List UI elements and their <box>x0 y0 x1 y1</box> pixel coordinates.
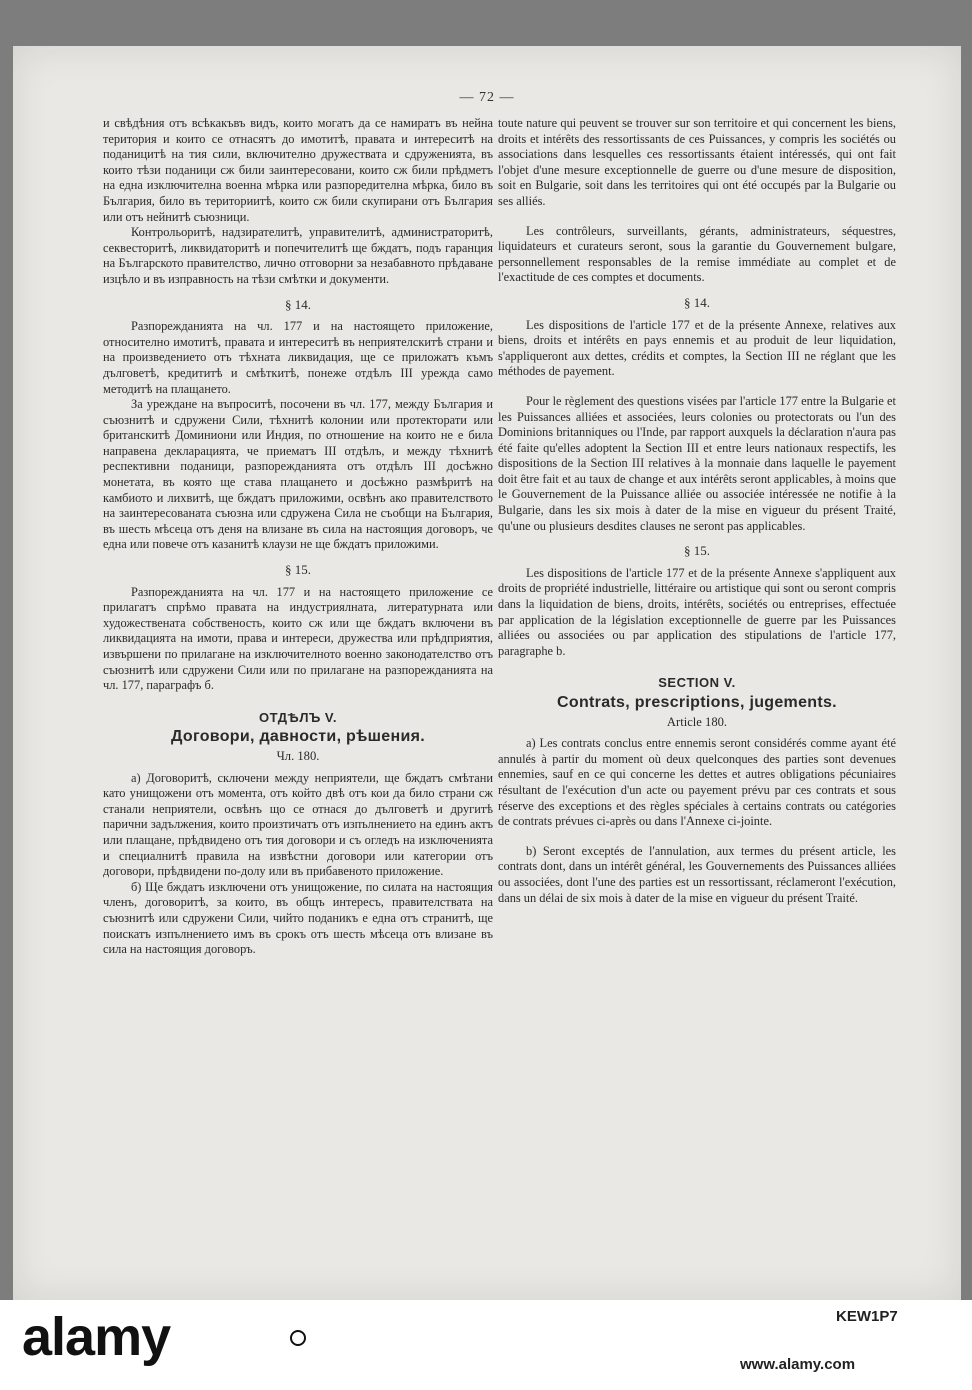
paragraph: Разпорежданията на чл. 177 и на настоящето приложение, относително имотитѣ, правата и интереситѣ въ неприятелскитѣ страни и на произведението отъ тѣхната ликвидация, ще се приложатъ къмъ дълговетѣ, кредититѣ и смѣткитѣ, понеже отдѣлъ III урежда само методитѣ на плащането. <box>103 319 493 396</box>
section-title: Contrats, prescriptions, jugements. <box>557 694 837 711</box>
paragraph: Разпорежданията на чл. 177 и на настоящето приложение се прилагатъ спрѣмо правата на индустриялната, литературната или художествената собственость, които сж или ще бждатъ включени въ ликвидацията на имоти, права и интереси, дружества или прѣдприятия, извършени по прилагане на изключителното военно законодателство отъ съюзнитѣ или сдружени Сили или по прилагане на разпорежданията на чл. 177, параграфъ б. <box>103 584 493 693</box>
section-label: SECTION V. <box>658 675 736 691</box>
image-id: KEW1P7 <box>836 1308 898 1325</box>
french-column <box>498 116 896 906</box>
paragraph: За уреждане на въпроситѣ, посочени въ чл. 177, между България и съюзнитѣ и сдружени Сили, тѣхнитѣ колонии или протекторати или британскитѣ Доминиони или Индия, по отношение на които не е била направена декларацията, че приематъ III отдѣлъ, и между тѣхнитѣ респективни поданици, разпорежданията отъ отдѣлъ III досѣжно монетата, въ която ще става плащането и досѣжно размѣритѣ на камбиото и лихвитѣ, ще бждатъ приложими, освѣнъ ако правителството на заинтересованата съюзна или сдружена Сила не съобщи на България, въ шесть мѣсеца отъ деня на влизане въ сила на настоящия договоръ, че една или повече отъ казанитѣ клаузи не ще бждатъ приложими. <box>103 397 493 552</box>
paragraph: b) Seront exceptés de l'annulation, aux termes du présent article, les contrats dont, dans un intérêt général, les Gouvernements des Puissances alliées ou associées, dont l'une des parties est un ressortissant, réclameront l'exécution, dans un délai de six mois à dater de la mise en vigueur du présent Traité. <box>498 843 896 905</box>
article-number: Article 180. <box>666 714 728 729</box>
section-title: Договори, давности, рѣшения. <box>170 728 425 746</box>
section-label: ОТДѢЛЪ V. <box>259 709 337 725</box>
section-sign-14: § 14. <box>285 296 311 312</box>
section-sign-14: § 14. <box>684 294 710 310</box>
paragraph: Les dispositions de l'article 177 et de la présente Annexe s'appliquent aux droits de propriété industrielle, littéraire ou artistique qui sont ou seront compris dans la liquidation de biens, droits, intérêts, sociétés ou entreprises, effectuée par application de la législation exceptionnelle de guerre par les Puissances alliées ou associées ou par application des stipulations de l'article 177, paragraphe b. <box>498 565 896 658</box>
paragraph: Контрольоритѣ, надзирателитѣ, управителитѣ, администраторитѣ, секвесторитѣ, ликвидаторитѣ и попечителитѣ ще бждатъ, подъ гаранция на Българското правителство, лично отговорни за незабавното прѣдаване изцѣло и въ изправность на тѣзи смѣтки и документи. <box>103 225 493 286</box>
section-sign-15: § 15. <box>684 543 710 559</box>
paragraph: a) Les contrats conclus entre ennemis seront considérés comme ayant été annulés à partir du moment où deux quelconques des parties sont devenues ennemies, sauf en ce qui concerne les dettes et autres obligations pécuniaires résultant de l'exécution d'un acte ou payement prévu par ces contrats et sous réserve des exceptions et des règles spéciales à certains contrats ou catégories de contrats prévues ci-après ou dans l'Annexe ci-jointe. <box>498 736 896 829</box>
logo-mark-icon <box>290 1330 306 1346</box>
paragraph: а) Договоритѣ, сключени между неприятели, ще бждатъ смѣтани като унищожени отъ момента, отъ който двѣ отъ кои да било страни сж станали неприятели, освѣнъ що се отнася до дълговетѣ и другитѣ парични задължения, които произтичатъ отъ изпълнението на единъ актъ или плащане, прѣдвидено отъ тия договори и съ огледъ на изключенията и специалнитѣ правила на извѣстни договори или категории отъ договори, прѣдвидени по-долу или въ прибавеното приложение. <box>103 770 493 879</box>
paragraph: б) Ще бждатъ изключени отъ унищожение, по силата на настоящия членъ, договоритѣ, за които, въ общъ интересъ, правителствата на съюзнитѣ или сдружени Сили, чийто поданикъ е една отъ странитѣ, ще поискатъ изпълнението имъ въ срокъ отъ шесть мѣсеца отъ влизане въ сила на настоящия договоръ. <box>103 879 493 957</box>
article-number: Чл. 180. <box>276 748 320 763</box>
bulgarian-column <box>103 116 493 958</box>
paragraph: Pour le règlement des questions visées par l'article 177 entre la Bulgarie et les Puissances alliées et associées, leurs colonies ou protectorats ou l'un des Dominions britanniques ou l'Inde, par rapport auxquels la déclaration n'aura pas été faite qu'elles adoptent la Section III et entre leurs nationaux respectifs, les dispositions de la Section III relatives à la monnaie dans laquelle le payement doit être fait et au taux de change et aux intérêts seront applicables, à moins que le Gouvernement de la Puissance alliée ou associée intéressée ne notifie à la Bulgarie, dans les six mois à dater de la mise en vigueur du présent Traité, qu'une ou plusieurs desdites clauses ne seront pas applicables. <box>498 393 896 533</box>
paragraph: и свѣдѣния отъ всѣкакъвъ видъ, които могатъ да се намиратъ въ нейна територия и които се отнасятъ до имотитѣ, правата и интереситѣ на поданицитѣ на тия сили, включително дружествата и сдруженията, въ които тѣзи поданици сж били заинтересовани, които сж били прѣдметъ на една изключителна военна мѣрка или разпоредителна мѣрка, било въ България, било въ териториитѣ, които сж били скупирани отъ България или отъ нейнитѣ съюзници. <box>103 116 493 224</box>
alamy-logo: alamy <box>22 1307 171 1367</box>
page-number: — 72 — <box>459 90 515 105</box>
section-sign-15: § 15. <box>285 562 311 578</box>
watermark-url: www.alamy.com <box>740 1356 856 1373</box>
paragraph: Les contrôleurs, surveillants, gérants, administrateurs, séquestres, liquidateurs et curateurs seront, sous la garantie du Gouvernement bulgare, personnellement responsables de la remise immédiate au complet et de l'exactitude de ces comptes et documents. <box>498 223 896 285</box>
watermark-footer <box>0 1300 972 1390</box>
paragraph: Les dispositions de l'article 177 et de la présente Annexe, relatives aux biens, droits et intérêts en pays ennemis et au produit de leur liquidation, s'appliqueront aux dettes, crédits et comptes, la Section III ne réglant que les méthodes de payement. <box>498 317 896 379</box>
document-page <box>13 46 961 1300</box>
paragraph: toute nature qui peuvent se trouver sur son territoire et qui concernent les biens, droits et intérêts des ressortissants de ces Puissances, y compris les sociétés ou associations dans lesquelles ces ressortissants étaient intéressés, qui ont fait l'objet d'une mesure exceptionnelle de guerre ou d'une mesure de disposition, soit en Bulgarie, soit dans les territoires qui ont été occupés par la Bulgarie ou ses alliés. <box>498 116 896 208</box>
